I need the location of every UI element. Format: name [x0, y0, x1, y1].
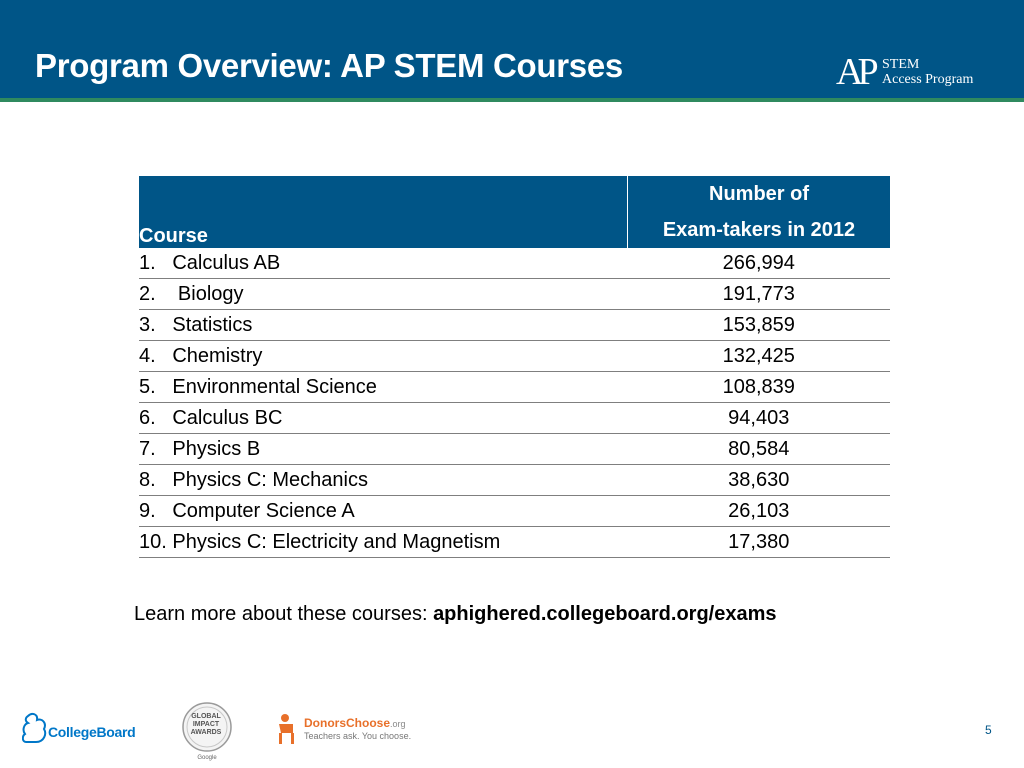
course-name: 6. Calculus BC — [139, 403, 628, 434]
ap-logo-line-2: Access Program — [882, 72, 974, 87]
exam-taker-count: 153,859 — [628, 310, 891, 341]
course-name: 3. Statistics — [139, 310, 628, 341]
table-row — [139, 403, 890, 434]
table-row — [139, 372, 890, 403]
donorschoose-org: .org — [390, 719, 406, 729]
exam-taker-count: 191,773 — [628, 279, 891, 310]
exam-taker-count: 17,380 — [628, 527, 891, 558]
exam-taker-count: 132,425 — [628, 341, 891, 372]
table-row — [139, 465, 890, 496]
google-global-impact-awards-logo — [181, 701, 233, 765]
table-header-row — [139, 176, 890, 248]
exam-taker-count: 38,630 — [628, 465, 891, 496]
column-header-course: Course — [139, 176, 628, 248]
column-header-exam-takers — [628, 176, 891, 248]
table-row — [139, 527, 890, 558]
ap-stem-logo — [836, 51, 1006, 93]
exam-taker-count: 108,839 — [628, 372, 891, 403]
donorschoose-wordmark — [304, 716, 406, 730]
table-row — [139, 341, 890, 372]
table-row — [139, 496, 890, 527]
collegeboard-wordmark: CollegeBoard — [48, 724, 136, 740]
course-name: 7. Physics B — [139, 434, 628, 465]
column-header-line-2: Exam-takers in 2012 — [662, 219, 856, 241]
donorschoose-logo — [276, 713, 416, 747]
exam-taker-count: 266,994 — [628, 248, 891, 279]
slide-title: Program Overview: AP STEM Courses — [35, 47, 623, 84]
table-row — [139, 310, 890, 341]
learn-more-text — [134, 603, 777, 626]
ap-logo-mark: AP — [836, 51, 873, 93]
course-name: 10. Physics C: Electricity and Magnetism — [139, 527, 628, 558]
course-name: 4. Chemistry — [139, 341, 628, 372]
gia-award-text: GLOBAL IMPACT AWARDS — [190, 713, 222, 736]
ap-logo-subtitle — [882, 57, 973, 87]
page-number: 5 — [985, 723, 992, 737]
collegeboard-acorn-icon — [22, 712, 48, 746]
table-row — [139, 248, 890, 279]
exam-taker-count: 94,403 — [628, 403, 891, 434]
donorschoose-tagline: Teachers ask. You choose. — [304, 731, 412, 741]
course-name: 9. Computer Science A — [139, 496, 628, 527]
learn-more-prefix: Learn more about these courses: — [134, 603, 434, 625]
courses-table — [139, 176, 890, 558]
course-name: 5. Environmental Science — [139, 372, 628, 403]
exam-taker-count: 26,103 — [628, 496, 891, 527]
desk-chair-icon — [276, 713, 300, 745]
column-header-line-1: Number of — [709, 183, 809, 205]
exam-taker-count: 80,584 — [628, 434, 891, 465]
collegeboard-logo — [22, 712, 147, 752]
course-name: 2. Biology — [139, 279, 628, 310]
learn-more-link[interactable]: aphighered.collegeboard.org/exams — [433, 603, 777, 625]
ap-logo-line-1: STEM — [882, 57, 920, 72]
table-row — [139, 434, 890, 465]
course-name: 8. Physics C: Mechanics — [139, 465, 628, 496]
table-row — [139, 279, 890, 310]
header-accent-stripe — [0, 98, 1024, 102]
donorschoose-name: DonorsChoose — [304, 716, 391, 730]
course-name: 1. Calculus AB — [139, 248, 628, 279]
gia-google-text: Google — [197, 755, 217, 761]
